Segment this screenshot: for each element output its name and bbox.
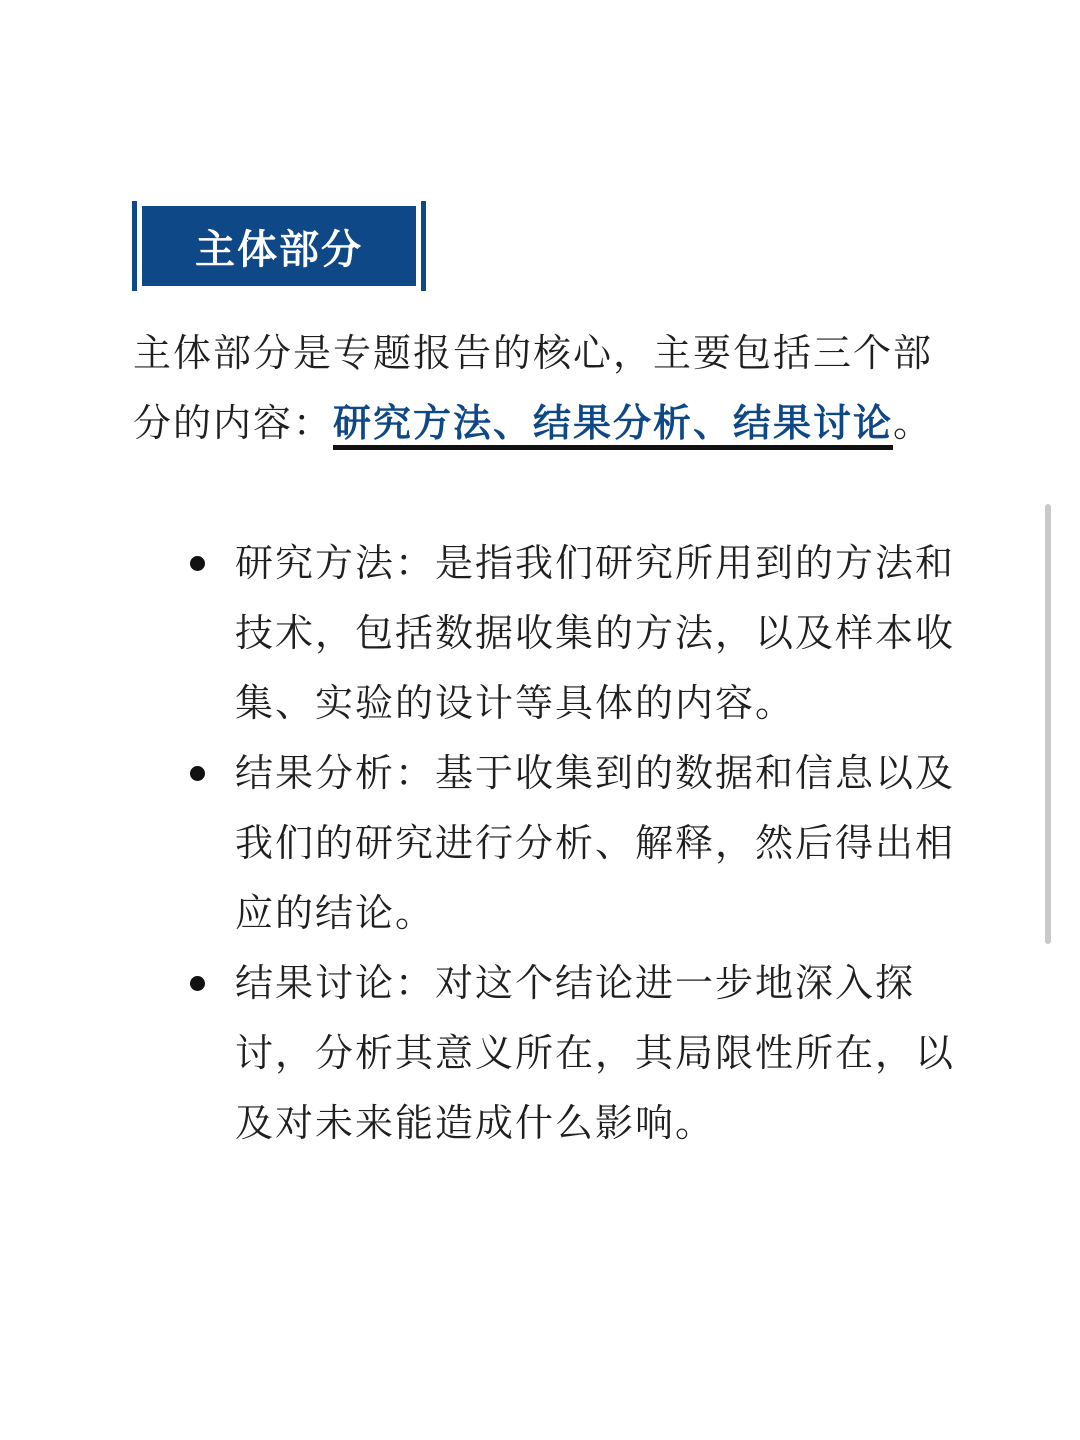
bullet-list [185,528,965,1158]
intro-period: 。 [893,401,934,445]
scrollbar[interactable] [1045,504,1051,944]
list-item [185,738,965,948]
list-item [185,528,965,738]
bullet-dot-icon [190,556,205,571]
section-title: 主体部分 [142,206,416,286]
section-heading-tag [132,201,426,291]
intro-highlight: 研究方法、结果分析、结果讨论 [333,401,893,450]
list-item-text: 结果分析：基于收集到的数据和信息以及我们的研究进行分析、解释，然后得出相应的结论。 [235,751,956,935]
list-item-text: 研究方法：是指我们研究所用到的方法和技术，包括数据收集的方法，以及样本收集、实验的设计等具体的内容。 [235,541,956,725]
list-item-text: 结果讨论：对这个结论进一步地深入探讨，分析其意义所在，其局限性所在，以及对未来能造成什么影响。 [235,961,956,1145]
intro-text: 主体部分是专题报告的核心，主要包括三个部分的内容： [133,331,934,445]
bullet-dot-icon [190,766,205,781]
bullet-dot-icon [190,976,205,991]
intro-paragraph [133,318,963,458]
list-item [185,948,965,1158]
